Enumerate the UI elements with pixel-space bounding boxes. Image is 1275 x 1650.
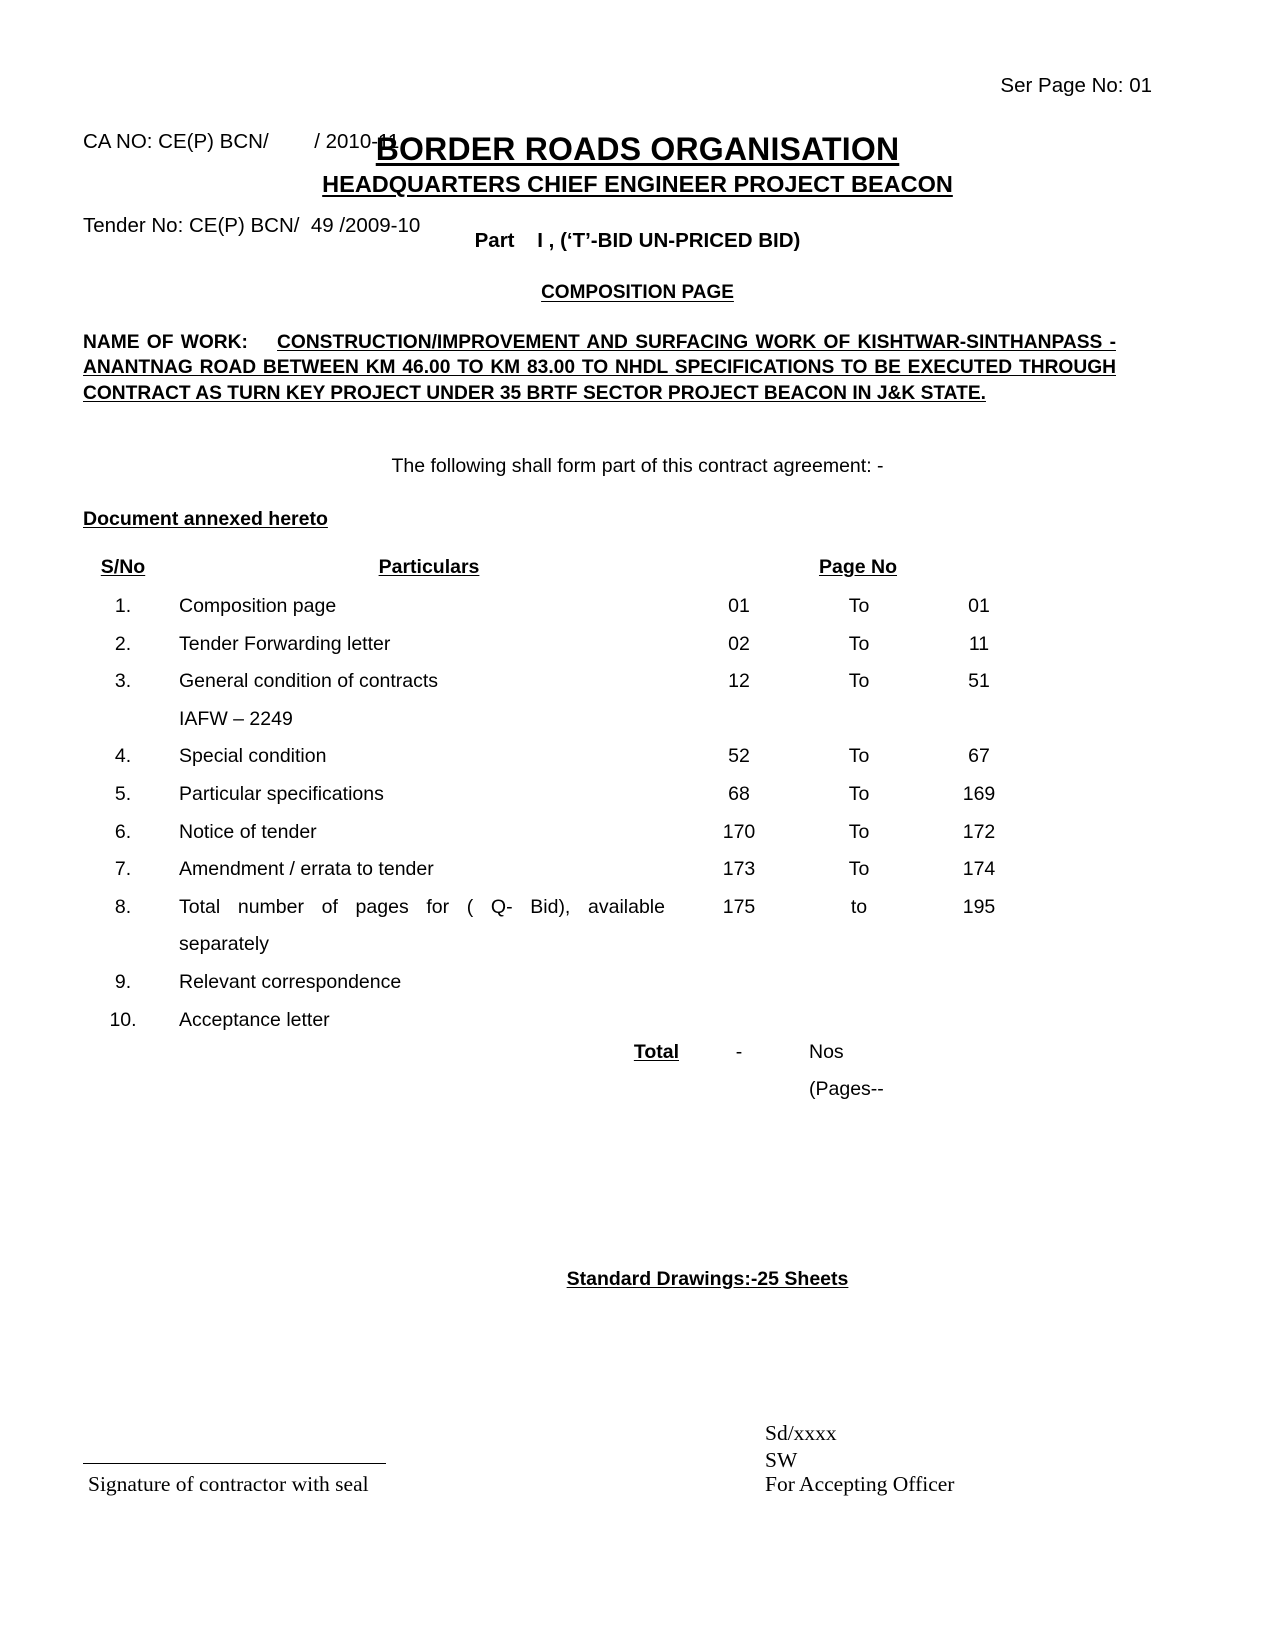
row-page-separator: To [848, 782, 870, 805]
row-page-separator: To [848, 595, 870, 617]
table-row [83, 858, 1116, 896]
table-row [83, 783, 1116, 821]
standard-drawings-text: Standard Drawings:-25 Sheets [566, 1268, 849, 1290]
row-page-till: 67 [968, 745, 990, 768]
row-page-till: 01 [968, 595, 990, 617]
row-page-till: 169 [962, 782, 996, 805]
row-particulars: Tender Forwarding letter [179, 632, 391, 655]
row-page-separator: To [848, 745, 870, 768]
row-sno: 5. [114, 782, 132, 805]
part-heading: Part I , (‘T’-BID UN-PRICED BID) [474, 229, 801, 252]
name-of-work-text: CONSTRUCTION/IMPROVEMENT AND SURFACING WORK OF KISHTWAR-SINTHANPASS - ANANTNAG ROAD BETWEEN KM 46.00 TO KM 83.00 TO NHDL SPECIFICATIONS TO BE EXECUTED THROUGH CONTRACT AS TURN KEY PROJECT UNDER 35 BRTF SECTOR PROJECT BEACON IN J&K STATE. [83, 332, 1116, 404]
totals-block [83, 1041, 1116, 1115]
row-page-till: 174 [962, 858, 996, 881]
row-particulars: Composition page [179, 595, 337, 617]
row-sno: 8. [114, 895, 132, 918]
row-sno: 10. [109, 1008, 137, 1031]
row-particulars-continuation: separately [179, 933, 269, 956]
total-pages: (Pages-- [809, 1078, 884, 1100]
total-nos: Nos [809, 1041, 844, 1063]
total-label: Total [633, 1041, 679, 1063]
row-page-separator: To [848, 858, 870, 881]
sd-line: Sd/xxxx [765, 1421, 837, 1445]
row-page-till: 11 [968, 632, 990, 655]
row-particulars: General condition of contracts [179, 670, 439, 693]
table-row [83, 595, 1116, 633]
row-sno: 4. [114, 745, 132, 768]
organisation-subtitle [0, 171, 1275, 198]
name-of-work-block [83, 330, 1116, 406]
table-row-continuation [83, 933, 1116, 971]
row-particulars: Particular specifications [179, 782, 384, 805]
document-annexed-heading [83, 508, 328, 531]
total-dash: - [735, 1041, 743, 1063]
row-particulars: Relevant correspondence [179, 970, 402, 993]
table-row [83, 821, 1116, 859]
row-page-from: 52 [728, 745, 750, 768]
row-sno: 6. [114, 820, 132, 843]
signature-rule [83, 1463, 386, 1464]
contractor-signature-label: Signature of contractor with seal [88, 1472, 369, 1496]
row-page-till: 195 [962, 895, 996, 918]
row-sno: 1. [114, 595, 132, 617]
organisation-title [0, 131, 1275, 168]
row-particulars: Total number of pages for ( Q- Bid), available [179, 895, 665, 918]
ca-number: CA NO: CE(P) BCN/ / 2010-11 [83, 130, 400, 153]
row-page-from: 12 [728, 670, 750, 693]
intro-line: The following shall form part of this contract agreement: - [391, 455, 884, 477]
column-header-page-no: Page No [818, 556, 898, 578]
composition-page-heading [0, 282, 1275, 304]
row-particulars-continuation: IAFW – 2249 [179, 707, 293, 730]
composition-page-heading-text: COMPOSITION PAGE [541, 282, 734, 303]
organisation-title-text: BORDER ROADS ORGANISATION [375, 131, 900, 167]
signed-by-block [765, 1420, 837, 1474]
row-page-separator: To [848, 632, 870, 655]
table-row [83, 633, 1116, 671]
row-page-separator: to [850, 895, 868, 918]
row-page-from: 02 [728, 632, 750, 655]
standard-drawings-note [0, 1268, 1275, 1291]
column-header-particulars: Particulars [378, 556, 480, 578]
name-of-work-label: NAME OF WORK: [83, 332, 248, 353]
accepting-officer-label: For Accepting Officer [765, 1472, 955, 1496]
table-row [83, 896, 1116, 934]
row-particulars: Special condition [179, 745, 327, 768]
particulars-table [83, 556, 1116, 1046]
row-particulars: Notice of tender [179, 820, 317, 843]
row-page-from: 170 [722, 820, 756, 843]
total-pages-row [83, 1078, 1116, 1115]
total-row [83, 1041, 1116, 1078]
table-row [83, 745, 1116, 783]
ser-page-number: Ser Page No: 01 [1000, 74, 1152, 97]
tender-number: Tender No: CE(P) BCN/ 49 /2009-10 [83, 214, 421, 237]
organisation-subtitle-text: HEADQUARTERS CHIEF ENGINEER PROJECT BEACON [322, 171, 953, 197]
sd-designation: SW [765, 1448, 798, 1472]
row-sno: 2. [114, 632, 132, 655]
row-sno: 3. [114, 670, 132, 693]
row-page-separator: To [848, 820, 870, 843]
row-page-from: 173 [722, 858, 756, 881]
row-page-from: 68 [728, 782, 750, 805]
row-particulars: Acceptance letter [179, 1008, 330, 1031]
row-particulars: Amendment / errata to tender [179, 858, 434, 881]
document-annexed-heading-text: Document annexed hereto [83, 508, 328, 530]
row-page-separator: To [848, 670, 870, 693]
row-sno: 9. [114, 970, 132, 993]
column-header-sno: S/No [100, 556, 146, 578]
table-row [83, 670, 1116, 708]
row-page-till: 51 [968, 670, 990, 693]
row-page-from: 175 [722, 895, 756, 918]
row-page-from: 01 [728, 595, 750, 617]
row-sno: 7. [114, 858, 132, 881]
table-row [83, 971, 1116, 1009]
table-row-continuation [83, 708, 1116, 746]
table-header-row [83, 556, 1116, 595]
row-page-till: 172 [962, 820, 996, 843]
